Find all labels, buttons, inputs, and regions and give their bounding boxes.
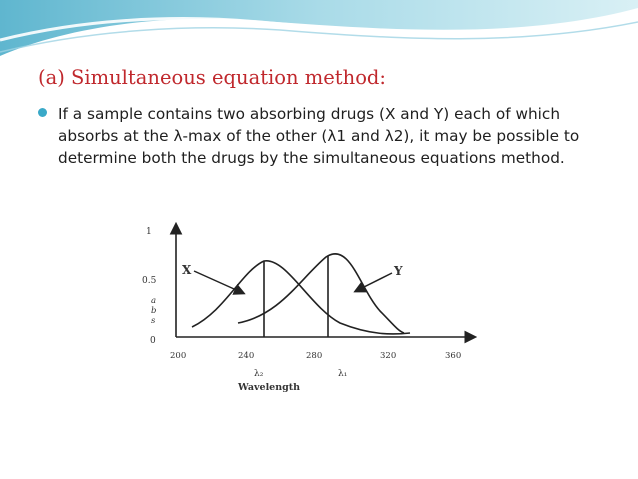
lambda1-label: λ₁ [338,369,348,379]
slide-title: (a) Simultaneous equation method: [38,66,386,89]
curve-x [192,261,410,334]
y-tick-top: 1 [146,227,152,237]
y-tick-zero: 0 [150,336,156,346]
x-tick-360: 360 [445,351,462,361]
x-tick-200: 200 [170,351,187,361]
absorption-spectrum-figure [130,219,483,397]
header-wave-decoration [0,0,638,64]
y-axis-label: a b s [151,296,157,326]
curve-y-label: Y [394,264,403,278]
x-tick-280: 280 [306,351,323,361]
x-tick-320: 320 [380,351,397,361]
bullet-dot-icon [38,108,47,117]
x-axis-label: Wavelength [238,382,301,393]
lambda2-label: λ₂ [254,369,264,379]
arrow-x [194,271,243,293]
curve-y [238,254,404,333]
bullet-text: If a sample contains two absorbing drugs (X and Y) each of which absorbs at the λ-max of the other (λ1 and λ2), it may be possible to determine both the drugs by the simultaneous equations method. [58,105,580,167]
x-tick-240: 240 [238,351,255,361]
curve-x-label: X [182,263,192,277]
y-tick-mid: 0.5 [142,276,157,286]
